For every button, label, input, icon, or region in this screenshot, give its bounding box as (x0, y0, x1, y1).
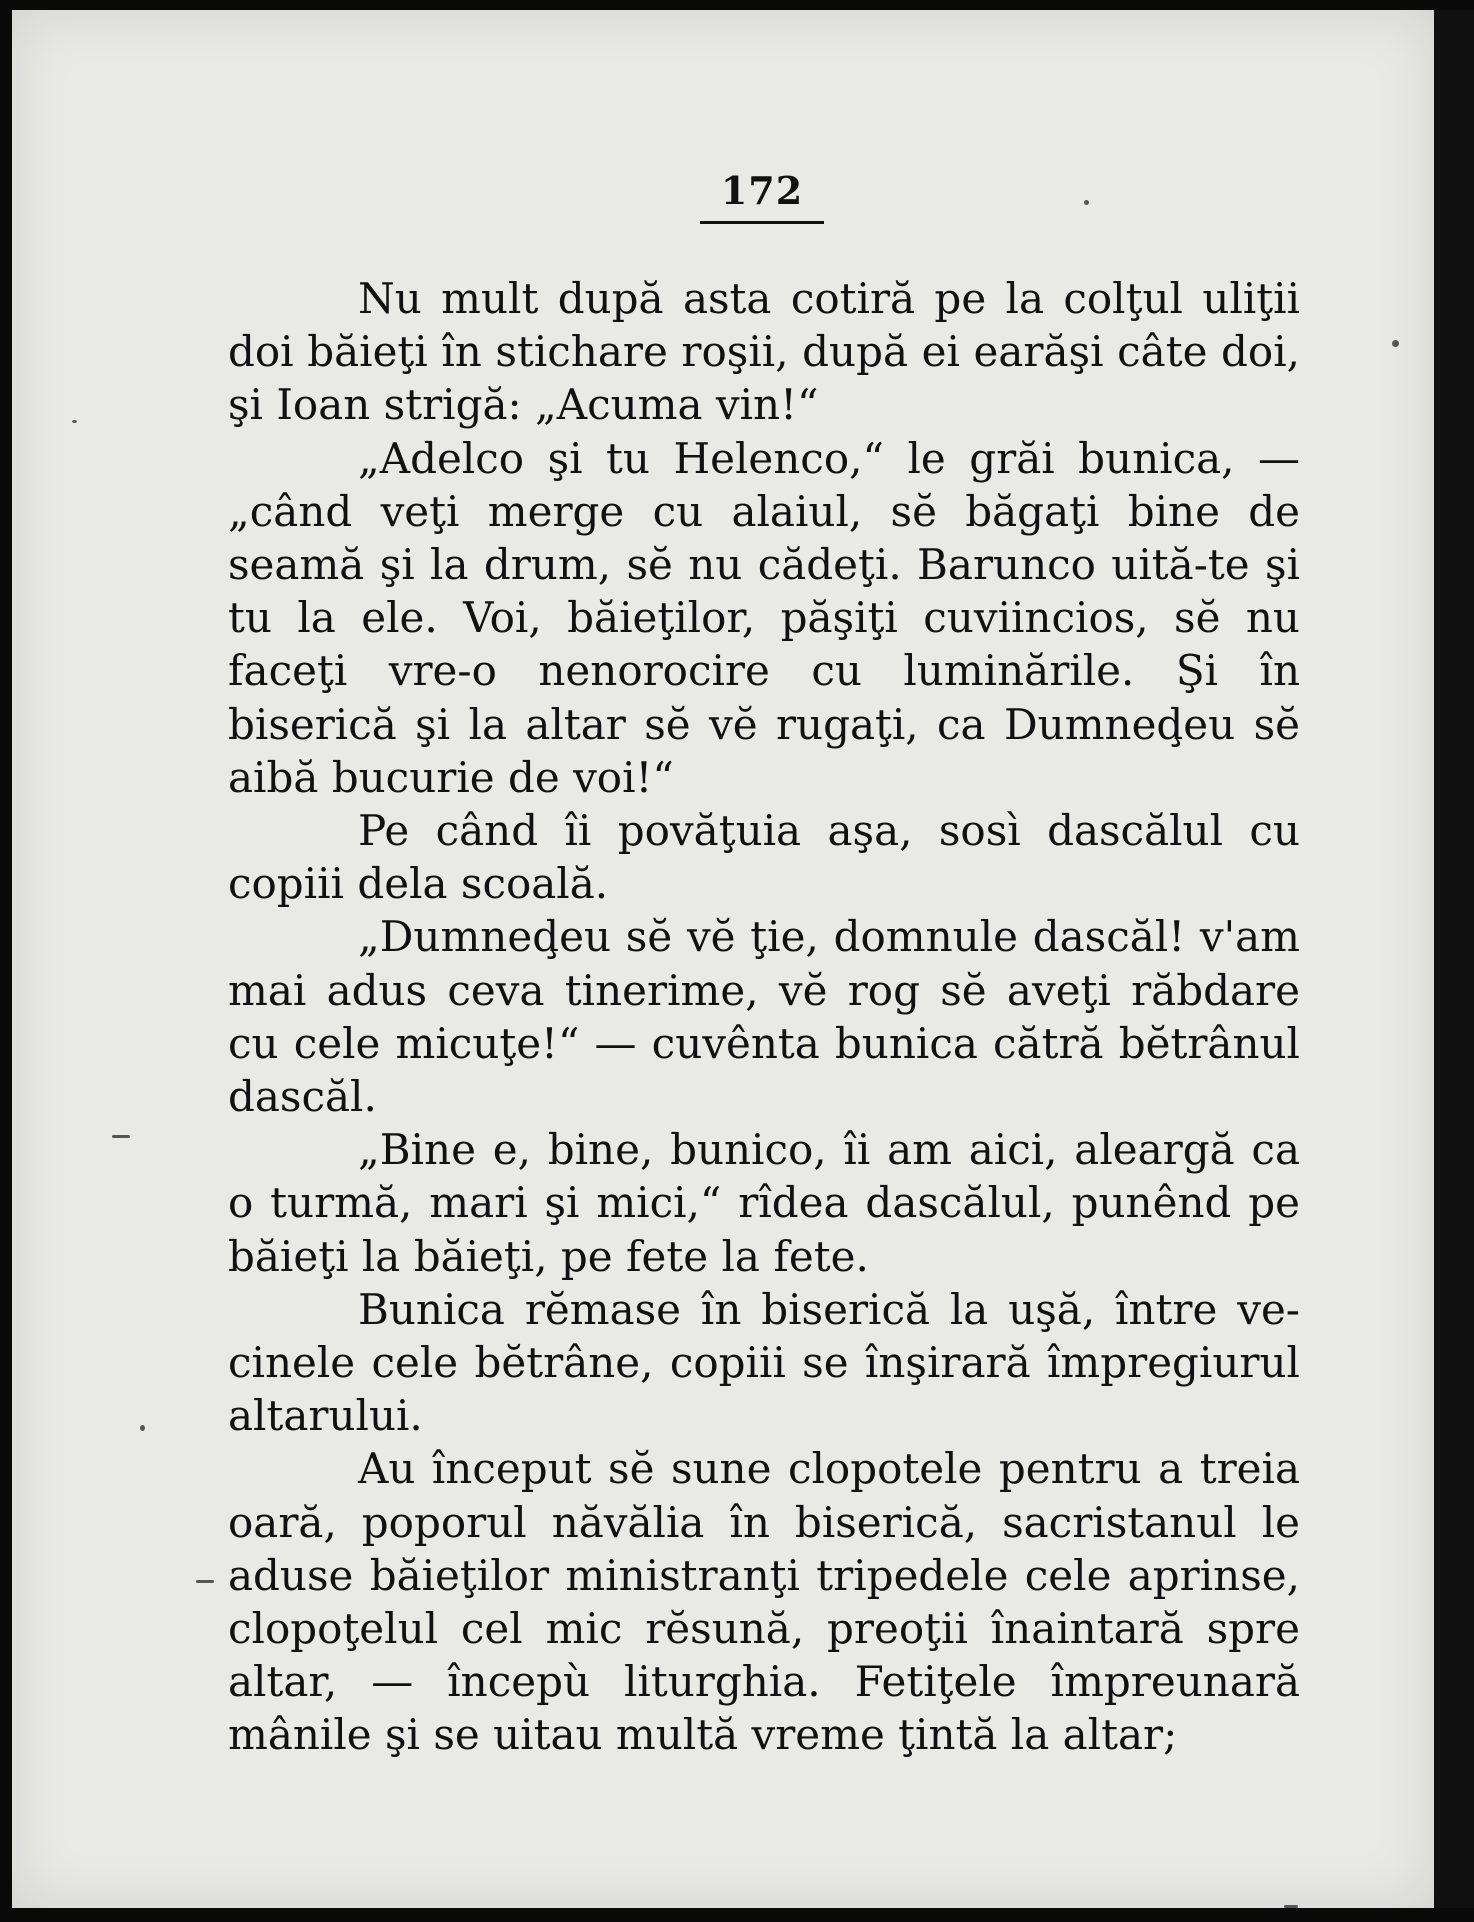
scan-speck (72, 420, 77, 423)
page-number: 172 (720, 168, 804, 213)
scan-speck (1392, 340, 1399, 347)
page-edge-shadow (1434, 10, 1474, 1908)
scan-speck (1284, 1905, 1298, 1908)
paragraph: Bunica rĕmase în biserică la uşă, între vecinele cele bĕtrâne, copiii se înşirară împregiurul altarului. (228, 1284, 1300, 1441)
paragraph: „Bine e, bine, bunico, îi am aici, aleargă ca o turmă, mari şi mici,“ rîdea dascălul, punênd pe băieţi la băieţi, pe fete la fete. (228, 1125, 1300, 1281)
page-number-rule (700, 221, 824, 224)
paragraph: Nu mult după asta cotiră pe la colţul uliţii doi băieţi în stichare roşii, după ei earăşi câte doi, şi Ioan strigă: „Acuma vin!“ (228, 274, 1300, 430)
scan-speck (140, 1425, 145, 1431)
scan-speck (112, 1135, 130, 1138)
scan-speck (196, 1580, 214, 1583)
paragraph: „Dumneḑeu sĕ vĕ ţie, domnule dascăl! v'am mai adus ceva tinerime, vĕ rog sĕ aveţi răbdare cu cele micuţe!“ — cuvênta bunica cătră bĕtrânul dascăl. (228, 912, 1300, 1122)
paragraph: Au început sĕ sune clopotele pentru a treia oară, poporul năvălia în biserică, sacristanul le aduse băieţilor ministranţi tripedele cele aprinse, clopoţelul cel mic rĕsună, preoţii înaintară spre altar, — începù liturghia. Fetiţele împreunară mânile şi se uitau multă vreme ţintă la altar; (228, 1444, 1300, 1760)
scan-speck (1084, 200, 1089, 205)
paragraph: „Adelco şi tu Helenco,“ le grăi bunica, — „când veţi merge cu alaiul, sĕ băgaţi bine de seamă şi la drum, sĕ nu cădeţi. Barunco uită-te şi tu la ele. Voi, băieţilor, păşiţi cuviincios, sĕ nu faceţi vre-o nenorocire cu luminările. Şi în biserică şi la altar sĕ vĕ rugaţi, ca Dumneḑeu sĕ aibă bucurie de voi!“ (228, 433, 1300, 802)
paragraph: Pe când îi povăţuia aşa, sosì dascălul cu copiii dela scoală. (228, 806, 1300, 909)
body-text (228, 272, 1300, 1762)
